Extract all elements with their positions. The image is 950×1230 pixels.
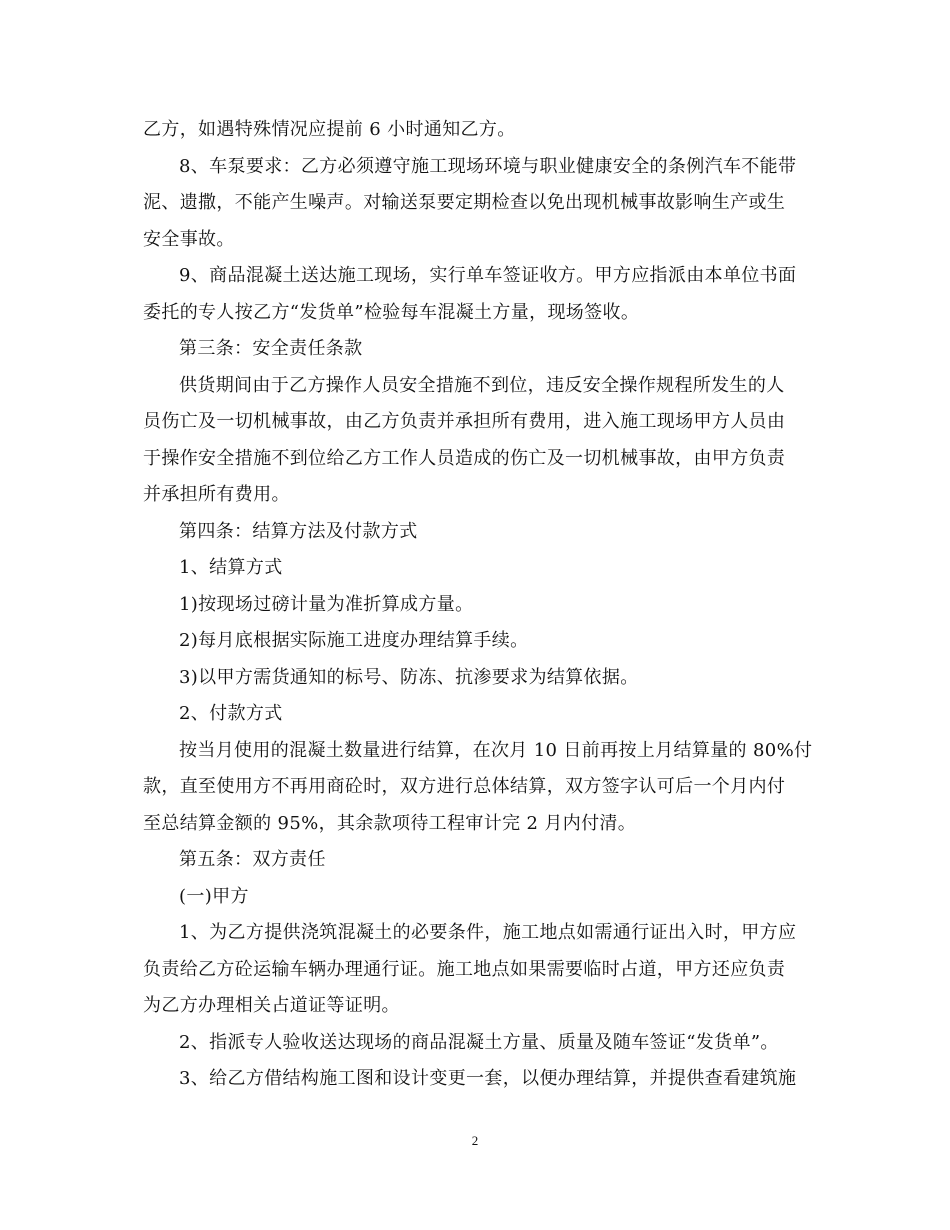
text-line: 泥、遗撒，不能产生噪声。对输送泵要定期检查以免出现机械事故影响生产或生 (143, 192, 786, 213)
subsection-heading: (一)甲方 (179, 885, 249, 907)
text-line: 为乙方办理相关占道证等证明。 (143, 995, 400, 1016)
text-line: 供货期间由于乙方操作人员安全措施不到位，违反安全操作规程所发生的人 (179, 374, 785, 396)
text-line: 1、为乙方提供浇筑混凝土的必要条件，施工地点如需通行证出入时，甲方应 (179, 922, 797, 943)
text-line: 乙方，如遇特殊情况应提前 6 小时通知乙方。 (143, 119, 516, 140)
section-heading: 第四条：结算方法及付款方式 (179, 520, 418, 542)
text-line: 安全事故。 (143, 228, 235, 250)
list-item: 3)以甲方需货通知的标号、防冻、抗渗要求为结算依据。 (179, 666, 639, 688)
page-number: 2 (471, 1133, 479, 1148)
text-line: 9、商品混凝土送达施工现场，实行单车签证收方。甲方应指派由本单位书面 (179, 265, 797, 286)
document-body (143, 112, 811, 1098)
text-line: 负责给乙方砼运输车辆办理通行证。施工地点如果需要临时占道，甲方还应负责 (143, 958, 786, 980)
list-item: 2)每月底根据实际施工进度办理结算手续。 (179, 630, 529, 651)
text-line: 至总结算金额的 95%，其余款项待工程审计完 2 月内付清。 (143, 812, 637, 834)
list-item: 1)按现场过磅计量为准折算成方量。 (179, 593, 474, 615)
text-line: 8、车泵要求：乙方必须遵守施工现场环境与职业健康安全的条例汽车不能带 (179, 155, 797, 177)
text-line: 于操作安全措施不到位给乙方工作人员造成的伤亡及一切机械事故，由甲方负责 (143, 447, 786, 469)
text-line: 委托的专人按乙方“发货单”检验每车混凝土方量，现场签收。 (143, 301, 640, 323)
text-line: 并承担所有费用。 (143, 484, 290, 505)
subsection-heading: 2、付款方式 (179, 703, 283, 724)
text-line: 员伤亡及一切机械事故，由乙方负责并承担所有费用，进入施工现场甲方人员由 (143, 411, 786, 432)
text-line: 3、给乙方借结构施工图和设计变更一套，以便办理结算，并提供查看建筑施 (179, 1068, 797, 1089)
text-line: 2、指派专人验收送达现场的商品混凝土方量、质量及随车签证“发货单”。 (179, 1031, 779, 1053)
text-line: 按当月使用的混凝土数量进行结算，在次月 10 日前再按上月结算量的 80%付 (179, 739, 813, 761)
text-line: 款，直至使用方不再用商砼时，双方进行总体结算，双方签字认可后一个月内付 (143, 776, 786, 797)
subsection-heading: 1、结算方式 (179, 557, 283, 578)
section-heading: 第三条：安全责任条款 (179, 338, 363, 359)
section-heading: 第五条：双方责任 (179, 849, 326, 870)
